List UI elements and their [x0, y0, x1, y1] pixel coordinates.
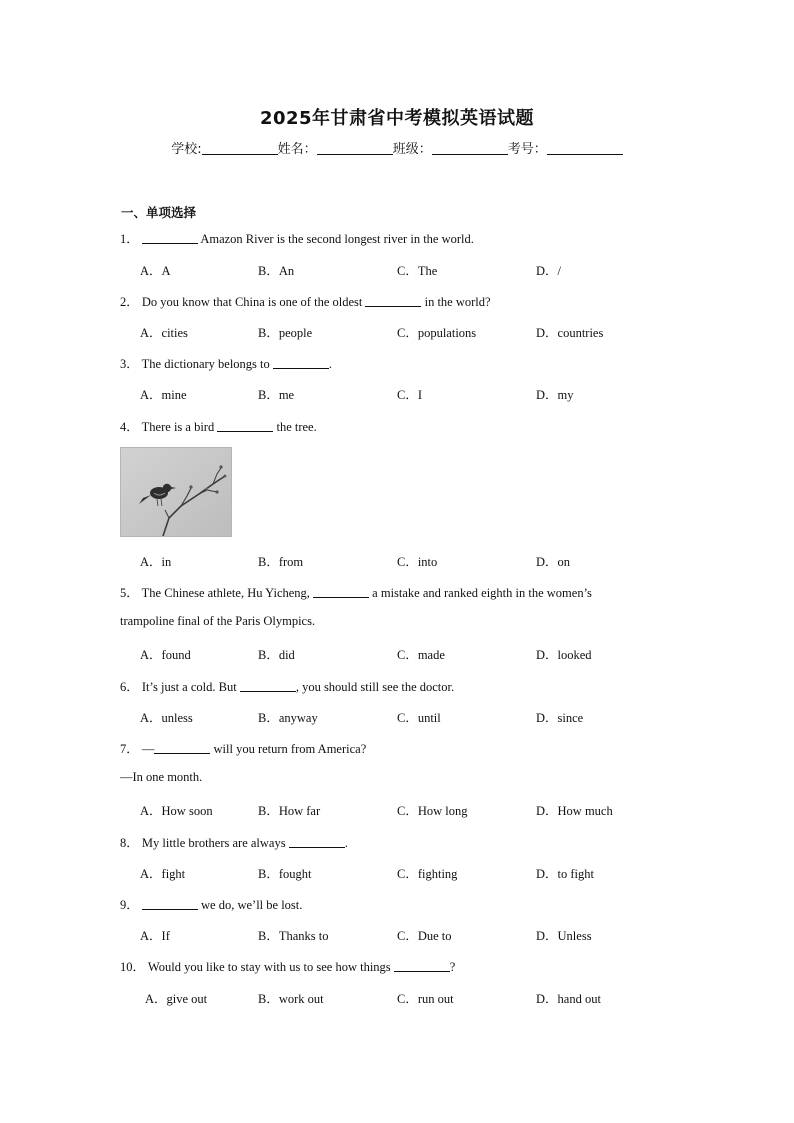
question-text-pre: Do you know that China is one of the oldest — [141, 295, 366, 309]
option-b[interactable]: B．An — [258, 264, 295, 278]
option-d[interactable]: D．my — [536, 388, 574, 402]
answer-blank — [394, 959, 450, 972]
option-a[interactable]: A．How soon — [140, 804, 213, 818]
answer-blank — [142, 897, 198, 910]
exam-number-label: 考号： — [507, 142, 547, 157]
question-4 — [120, 417, 317, 435]
option-a[interactable]: A．give out — [145, 992, 208, 1006]
bird-on-branch-image — [120, 447, 232, 537]
option-a[interactable]: A．mine — [140, 388, 187, 402]
option-d[interactable]: D．Unless — [536, 929, 592, 943]
student-info-line — [0, 138, 794, 157]
question-10 — [120, 957, 455, 975]
option-a[interactable]: A．A — [140, 264, 171, 278]
option-c[interactable]: C．until — [397, 711, 441, 725]
question-text-post: will you return from America? — [210, 742, 367, 756]
section-title: 一、单项选择 — [121, 205, 197, 220]
question-number: 3． — [120, 357, 139, 371]
question-7-reply: —In one month. — [120, 770, 203, 784]
answer-blank — [273, 356, 329, 369]
question-text-pre: There is a bird — [141, 420, 218, 434]
question-text-pre: Would you like to stay with us to see how things — [147, 960, 394, 974]
exam-title: 2025年甘肃省中考模拟英语试题 — [259, 108, 535, 129]
option-d[interactable]: D．hand out — [536, 992, 601, 1006]
answer-blank — [365, 294, 421, 307]
question-3 — [120, 354, 332, 372]
option-d[interactable]: D．countries — [536, 326, 604, 340]
question-7 — [120, 739, 366, 757]
option-c[interactable]: C．I — [397, 388, 423, 402]
question-number: 1． — [120, 232, 139, 246]
name-label: 姓名： — [277, 142, 317, 157]
option-a[interactable]: A．unless — [140, 711, 193, 725]
class-label: 班级： — [392, 142, 432, 157]
option-a[interactable]: A．found — [140, 648, 191, 662]
name-blank[interactable] — [317, 141, 393, 155]
question-text-post: in the world? — [421, 295, 491, 309]
option-d[interactable]: D．on — [536, 555, 571, 569]
option-d[interactable]: D．since — [536, 711, 584, 725]
answer-blank — [142, 231, 198, 244]
exam-number-blank[interactable] — [547, 141, 623, 155]
school-blank[interactable] — [202, 141, 278, 155]
option-c[interactable]: C．Due to — [397, 929, 452, 943]
question-text-post: a mistake and ranked eighth in the women’s — [369, 586, 592, 600]
option-a[interactable]: A．in — [140, 555, 172, 569]
option-c[interactable]: C．made — [397, 648, 445, 662]
option-c[interactable]: C．run out — [397, 992, 454, 1006]
option-d[interactable]: D．/ — [536, 264, 562, 278]
option-b[interactable]: B．fought — [258, 867, 312, 881]
option-c[interactable]: C．into — [397, 555, 438, 569]
option-b[interactable]: B．anyway — [258, 711, 318, 725]
school-label: 学校: — [171, 142, 202, 157]
question-text-post: . — [328, 357, 333, 371]
question-number: 7． — [120, 742, 139, 756]
question-text-pre: The Chinese athlete, Hu Yicheng, — [141, 586, 314, 600]
class-blank[interactable] — [432, 141, 508, 155]
question-text-post: . — [344, 836, 348, 850]
option-c[interactable]: C．fighting — [397, 867, 458, 881]
option-b[interactable]: B．work out — [258, 992, 324, 1006]
question-text-pre: — — [141, 742, 155, 756]
bird-illustration — [121, 448, 231, 536]
question-text-pre: It’s just a cold. But — [141, 680, 240, 694]
option-a[interactable]: A．If — [140, 929, 170, 943]
option-c[interactable]: C．The — [397, 264, 438, 278]
question-text-pre: The dictionary belongs to — [141, 357, 273, 371]
question-number: 8． — [120, 836, 139, 850]
question-text-post: we do, we’ll be lost. — [197, 898, 303, 912]
option-b[interactable]: B．me — [258, 388, 295, 402]
option-d[interactable]: D．to fight — [536, 867, 594, 881]
option-a[interactable]: A．fight — [140, 867, 186, 881]
answer-blank — [154, 741, 210, 754]
question-text-post: the tree. — [273, 420, 317, 434]
option-d[interactable]: D．looked — [536, 648, 592, 662]
question-number: 6． — [120, 680, 139, 694]
answer-blank — [313, 585, 369, 598]
question-number: 10． — [120, 960, 146, 974]
question-text-post: ? — [449, 960, 456, 974]
question-8 — [120, 833, 348, 851]
question-number: 2． — [120, 295, 139, 309]
option-b[interactable]: B．did — [258, 648, 295, 662]
question-text-post: , you should still see the doctor. — [295, 680, 455, 694]
option-b[interactable]: B．How far — [258, 804, 321, 818]
question-9 — [120, 895, 302, 913]
option-b[interactable]: B．from — [258, 555, 304, 569]
question-number: 9． — [120, 898, 139, 912]
answer-blank — [240, 679, 296, 692]
question-text-post: Amazon River is the second longest river in the world. — [197, 232, 474, 246]
option-c[interactable]: C．How long — [397, 804, 468, 818]
option-a[interactable]: A．cities — [140, 326, 188, 340]
question-number: 5． — [120, 586, 139, 600]
question-5 — [120, 583, 592, 601]
question-text-pre: My little brothers are always — [141, 836, 289, 850]
option-d[interactable]: D．How much — [536, 804, 613, 818]
question-number: 4． — [120, 420, 139, 434]
question-2 — [120, 292, 491, 310]
question-6 — [120, 677, 454, 695]
question-1 — [120, 229, 474, 247]
option-b[interactable]: B．people — [258, 326, 313, 340]
option-b[interactable]: B．Thanks to — [258, 929, 329, 943]
answer-blank — [217, 419, 273, 432]
option-c[interactable]: C．populations — [397, 326, 477, 340]
answer-blank — [289, 835, 345, 848]
question-5-continued: trampoline final of the Paris Olympics. — [120, 614, 316, 628]
